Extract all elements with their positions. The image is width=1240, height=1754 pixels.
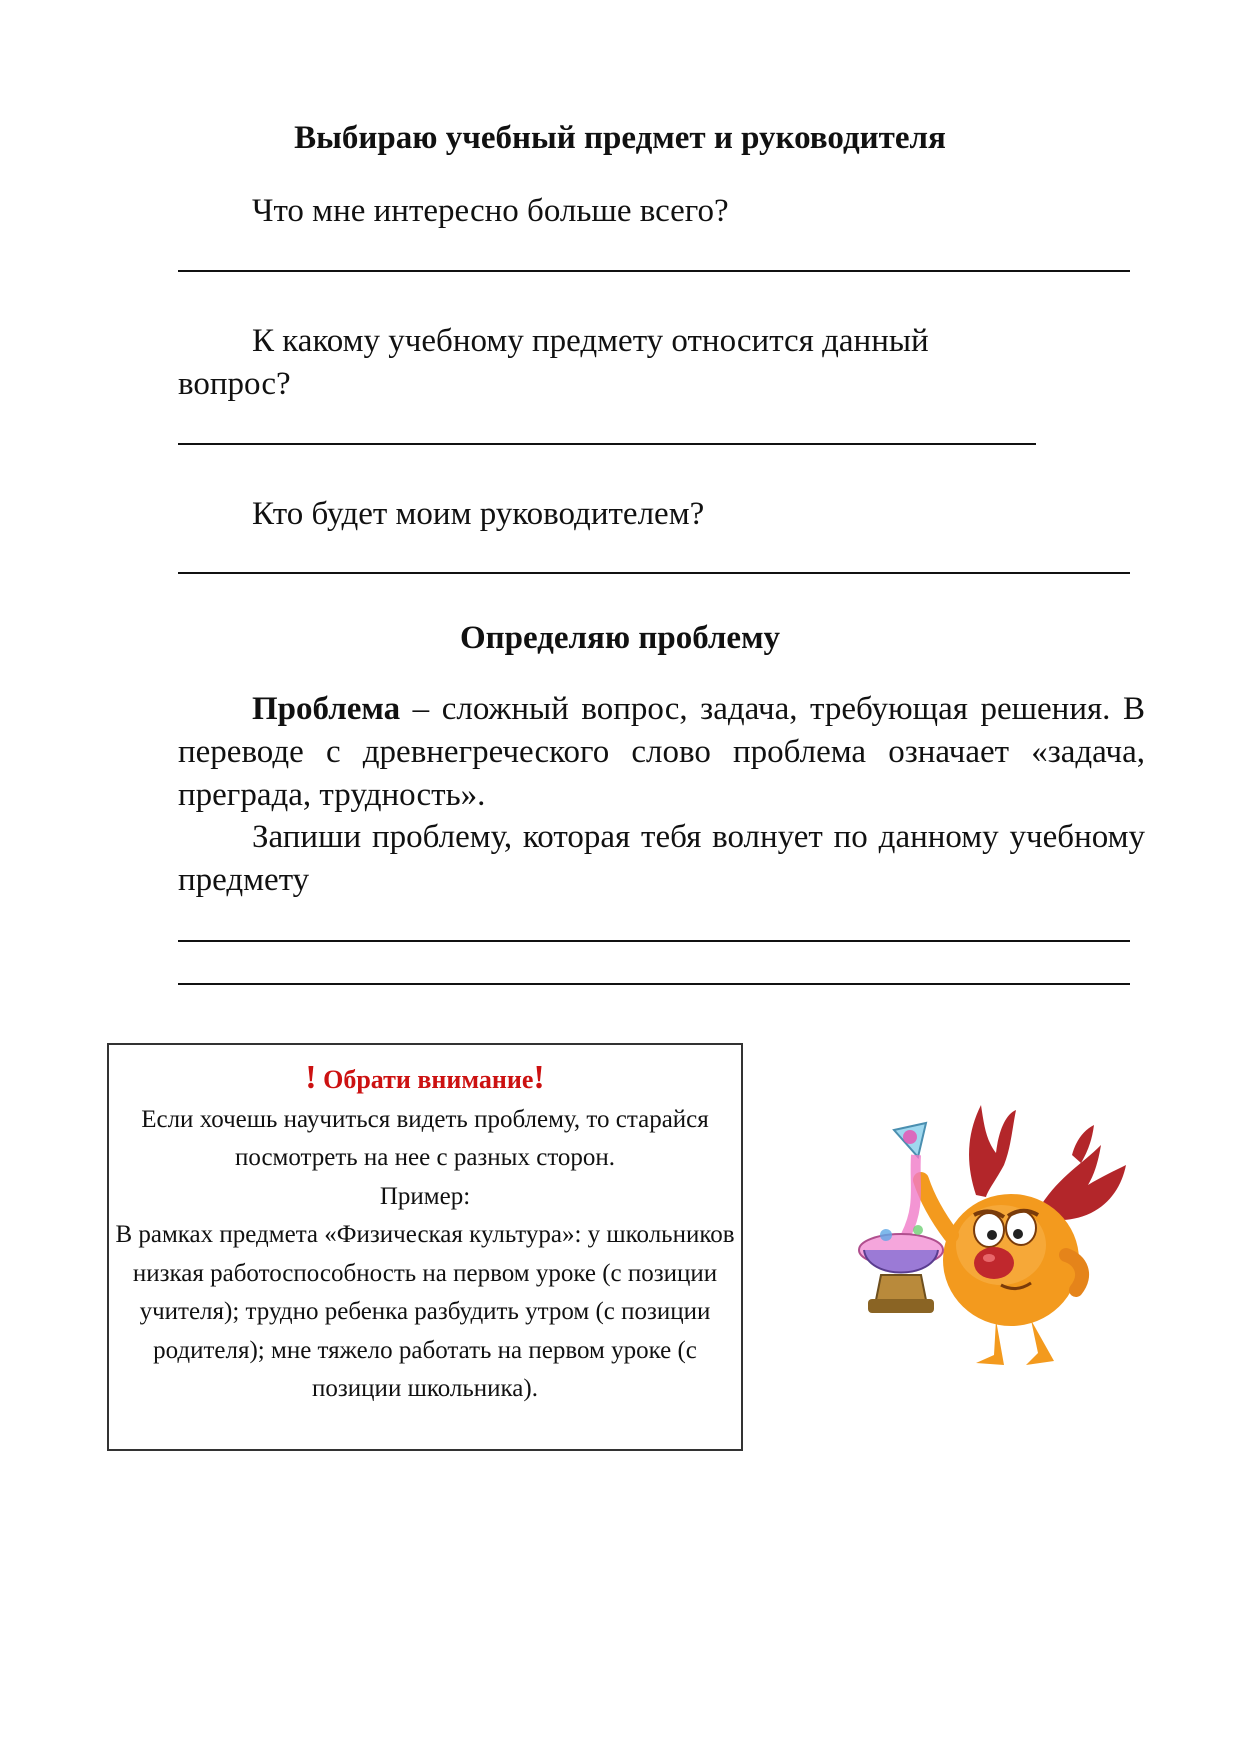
problem-definition-text: – сложный вопрос, задача, требующая решения. В переводе с древнегреческого слово проблема означает «задача, преграда, трудность». (178, 691, 1145, 813)
notice-text-1: Если хочешь научиться видеть проблему, то старайся посмотреть на нее с разных сторон. (141, 1105, 709, 1171)
exclamation-icon: ! (305, 1059, 317, 1096)
exclamation-icon: ! (533, 1059, 545, 1096)
problem-instruction: Запиши проблему, которая тебя волнует по данному учебному предмету (178, 819, 1145, 898)
answer-line-subject[interactable] (178, 443, 1036, 445)
answer-line-problem-1[interactable] (178, 940, 1130, 942)
problem-term: Проблема (252, 691, 401, 727)
notice-title (109, 1059, 741, 1101)
notice-text-3: В рамках предмета «Физическая культура»: у школьников низкая работоспособность на первом уроке (с позиции учителя); трудно ребенка разбудить утром (с позиции родителя); мне тяжело работать на первом уроке (с позиции школьника). (115, 1221, 735, 1402)
question-interest: Что мне интересно больше всего? (252, 193, 729, 229)
notice-title-text: Обрати внимание (316, 1065, 534, 1094)
question-subject: К какому учебному предмету относится данный вопрос? (178, 323, 929, 402)
section-title-problem: Определяю проблему (459, 620, 781, 656)
answer-line-supervisor[interactable] (178, 572, 1130, 574)
notice-box (107, 1043, 743, 1451)
notice-text-2: Пример: (379, 1182, 471, 1210)
answer-line-problem-2[interactable] (178, 983, 1130, 985)
section-title-subject: Выбираю учебный предмет и руководителя (294, 120, 946, 156)
question-supervisor: Кто будет моим руководителем? (252, 496, 705, 532)
moose-mascot-icon (826, 1085, 1156, 1385)
problem-definition (178, 688, 1145, 817)
answer-line-interest[interactable] (178, 270, 1130, 272)
